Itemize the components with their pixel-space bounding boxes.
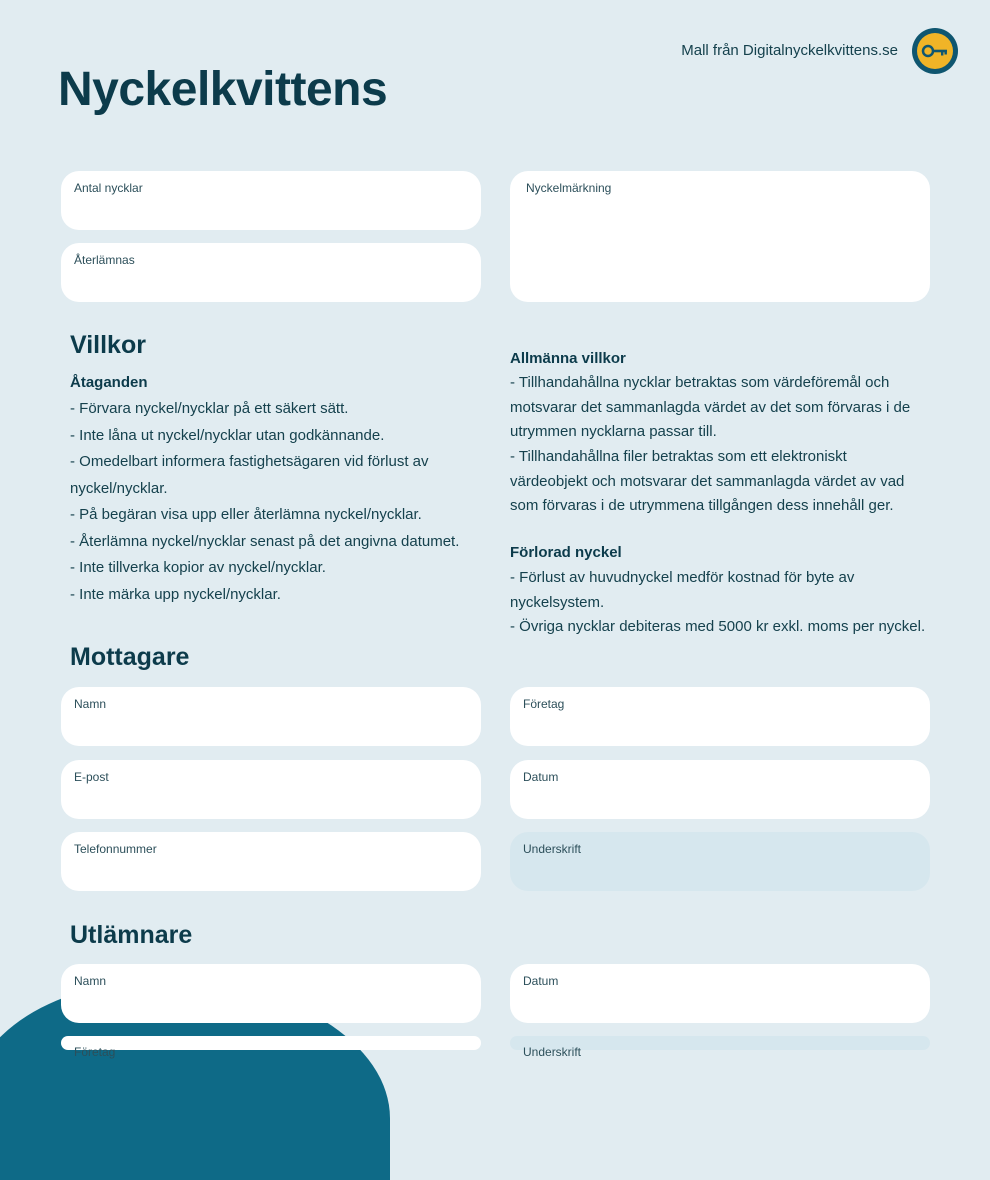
commitments-heading: Åtaganden	[70, 374, 148, 391]
recipient-phone-field[interactable]	[61, 832, 481, 891]
field-label: Underskrift	[523, 842, 582, 856]
recipient-signature-field[interactable]	[510, 832, 930, 891]
key-icon	[921, 44, 949, 58]
lost-key-text: - Förlust av huvudnyckel medför kostnad för byte av nyckelsystem.	[510, 569, 855, 611]
key-marking-field[interactable]	[510, 171, 930, 302]
page-title: Nyckelkvittens	[58, 63, 388, 116]
list-item: - Återlämna nyckel/nycklar senast på det angivna datumet.	[70, 532, 460, 550]
general-terms-heading: Allmänna villkor	[510, 350, 626, 367]
commitments-list	[70, 396, 490, 608]
field-label: Datum	[523, 770, 559, 784]
issuer-name-field[interactable]	[61, 964, 481, 1023]
recipient-date-field[interactable]	[510, 760, 930, 819]
list-item: - På begäran visa upp eller återlämna nyckel/nycklar.	[70, 506, 422, 523]
lost-key-heading: Förlorad nyckel	[510, 544, 622, 561]
issuer-heading: Utlämnare	[70, 921, 193, 949]
recipient-company-field[interactable]	[510, 687, 930, 746]
return-date-field[interactable]	[61, 243, 481, 302]
recipient-heading: Mottagare	[70, 643, 190, 671]
general-terms-text-2: - Tillhandahållna filer betraktas som ett elektroniskt värdeobjekt och motsvarar det sammanlagda värdet av vad som förvaras i de utrymmena tillgången dess innehåll ger.	[510, 448, 905, 514]
field-label: Återlämnas	[74, 253, 135, 267]
field-label: Nyckelmärkning	[526, 181, 612, 195]
list-item: - Inte märka upp nyckel/nycklar.	[70, 585, 281, 603]
issuer-date-field[interactable]	[510, 964, 930, 1023]
field-label: Företag	[74, 1045, 116, 1059]
list-item: nyckel/nycklar.	[70, 479, 168, 497]
issuer-company-field[interactable]	[61, 1036, 481, 1059]
field-label: Företag	[523, 697, 565, 711]
key-count-field[interactable]	[61, 171, 481, 230]
issuer-signature-field[interactable]	[510, 1036, 930, 1059]
field-label: E-post	[74, 770, 109, 784]
field-label: Underskrift	[523, 1045, 582, 1059]
field-label: Antal nycklar	[74, 181, 143, 195]
terms-heading: Villkor	[70, 331, 146, 359]
list-item: - Omedelbart informera fastighetsägaren vid förlust av	[70, 453, 429, 470]
field-label: Namn	[74, 974, 107, 988]
lost-key-text-2: - Övriga nycklar debiteras med 5000 kr exkl. moms per nyckel.	[510, 618, 926, 635]
recipient-email-field[interactable]	[61, 760, 481, 819]
field-label: Namn	[74, 697, 107, 711]
general-terms-text: - Tillhandahållna nycklar betraktas som värdeföremål och motsvarar det sammanlagda värdet av det som förvaras i de utrymmen nycklarna passar till.	[510, 374, 911, 440]
site-logo	[912, 28, 958, 74]
recipient-name-field[interactable]	[61, 687, 481, 746]
field-label: Telefonnummer	[74, 842, 157, 856]
template-source: Mall från Digitalnyckelkvittens.se	[681, 42, 898, 59]
list-item: - Förvara nyckel/nycklar på ett säkert sätt.	[70, 400, 349, 417]
field-label: Datum	[523, 974, 559, 988]
list-item: - Inte låna ut nyckel/nycklar utan godkännande.	[70, 426, 385, 444]
list-item: - Inte tillverka kopior av nyckel/nycklar.	[70, 559, 326, 576]
